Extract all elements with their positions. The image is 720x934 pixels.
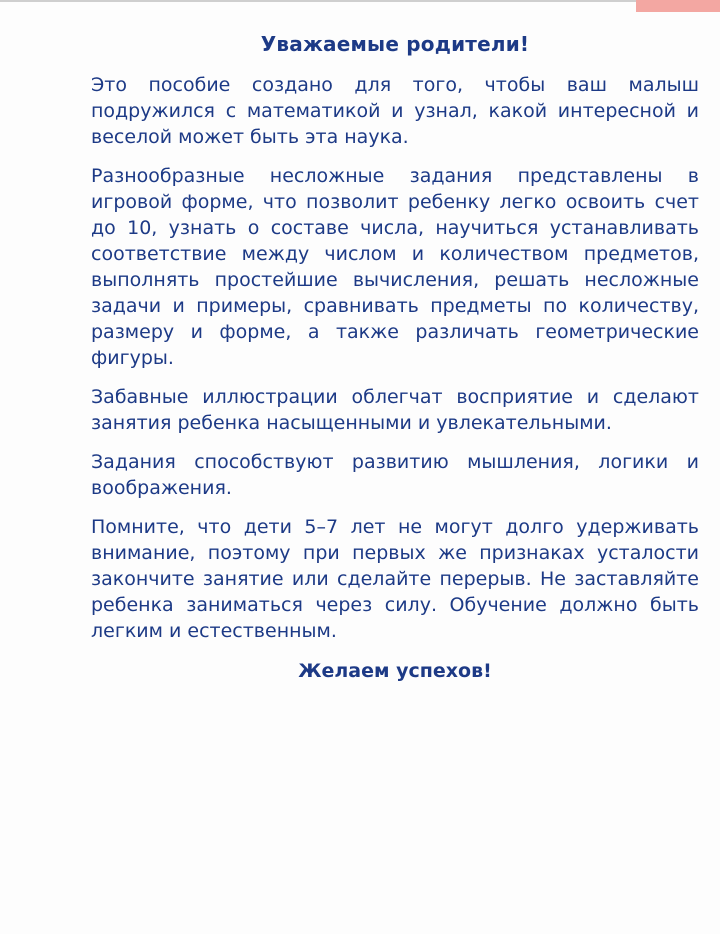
paragraph-intro: Это пособие создано для того, чтобы ваш малыш подружился с математикой и узнал, какой интересной и веселой может быть эта наука. [91, 74, 699, 148]
document-content [91, 30, 699, 684]
paragraph-tasks: Разнообразные несложные задания представлены в игровой форме, что позволит ребенку легко освоить счет до 10, узнать о составе числа, научиться устанавливать соответствие между числом и количеством предметов, выполнять простейшие вычисления, решать несложные задачи и примеры, сравнивать предметы по количеству, размеру и форме, а также различать геометрические фигуры. [91, 165, 699, 369]
paragraph-illustrations: Забавные иллюстрации облегчат восприятие и сделают занятия ребенка насыщенными и увлекательными. [91, 386, 699, 434]
corner-accent [636, 0, 720, 12]
page-top-edge [0, 0, 640, 2]
paragraph-development: Задания способствуют развитию мышления, логики и воображения. [91, 451, 699, 499]
closing-wish: Желаем успехов! [298, 660, 492, 682]
paragraph-attention: Помните, что дети 5–7 лет не могут долго удерживать внимание, поэтому при первых же признаках усталости закончите занятие или сделайте перерыв. Не заставляйте ребенка заниматься через силу. Обучение должно быть легким и естественным. [91, 516, 699, 642]
page-title: Уважаемые родители! [260, 32, 530, 56]
